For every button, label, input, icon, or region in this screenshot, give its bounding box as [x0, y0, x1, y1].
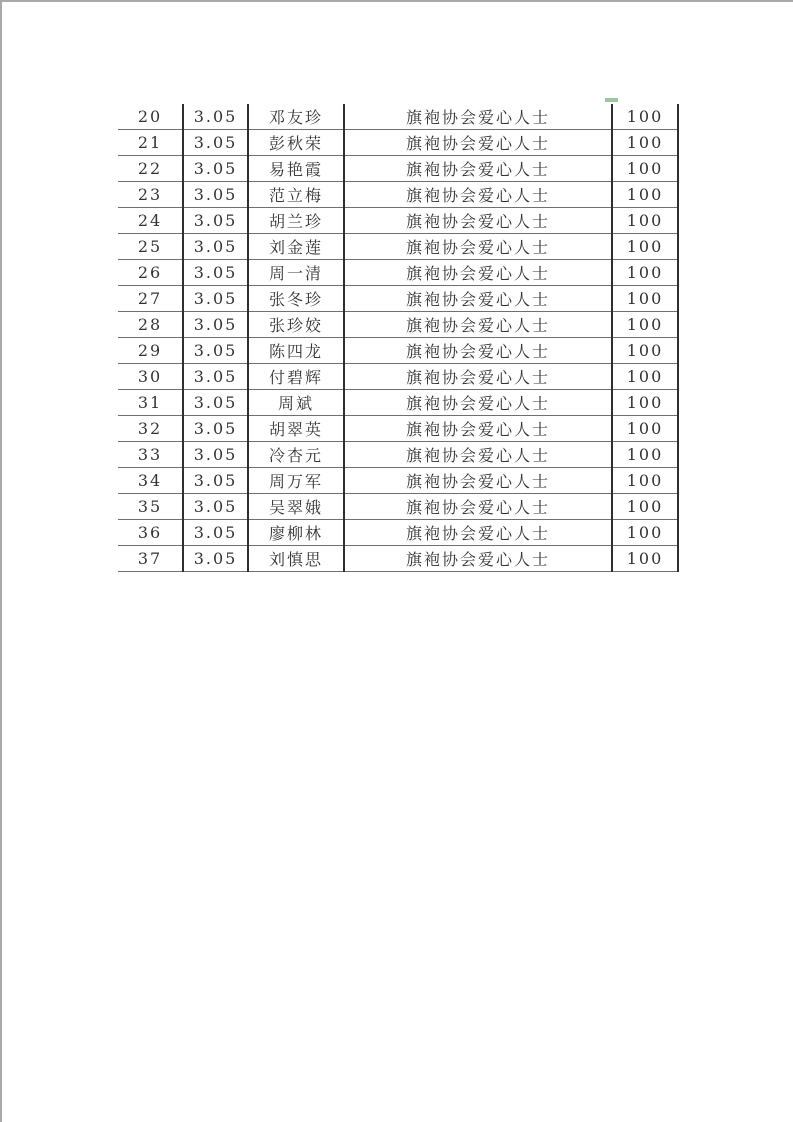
- table-row: [118, 416, 678, 442]
- cell-name: 周斌: [248, 390, 344, 416]
- cell-no: 29: [118, 338, 183, 364]
- cell-note: 旗袍协会爱心人士: [344, 234, 612, 260]
- cell-date: 3.05: [183, 286, 248, 312]
- page-top-edge: [0, 0, 793, 2]
- cell-date: 3.05: [183, 208, 248, 234]
- donation-table: [118, 104, 679, 572]
- cell-amount: 100: [612, 546, 678, 572]
- cell-date: 3.05: [183, 104, 248, 130]
- cell-note: 旗袍协会爱心人士: [344, 338, 612, 364]
- cell-no: 35: [118, 494, 183, 520]
- cell-name: 胡翠英: [248, 416, 344, 442]
- table-row: [118, 338, 678, 364]
- cell-name: 刘慎思: [248, 546, 344, 572]
- cell-note: 旗袍协会爱心人士: [344, 104, 612, 130]
- cell-name: 胡兰珍: [248, 208, 344, 234]
- cell-date: 3.05: [183, 234, 248, 260]
- cell-name: 张冬珍: [248, 286, 344, 312]
- cell-amount: 100: [612, 260, 678, 286]
- table-row: [118, 208, 678, 234]
- cell-no: 25: [118, 234, 183, 260]
- cell-name: 陈四龙: [248, 338, 344, 364]
- cell-note: 旗袍协会爱心人士: [344, 286, 612, 312]
- cell-note: 旗袍协会爱心人士: [344, 312, 612, 338]
- cell-note: 旗袍协会爱心人士: [344, 130, 612, 156]
- cell-amount: 100: [612, 286, 678, 312]
- cell-name: 范立梅: [248, 182, 344, 208]
- cell-amount: 100: [612, 234, 678, 260]
- table-row: [118, 442, 678, 468]
- cell-no: 28: [118, 312, 183, 338]
- cell-no: 30: [118, 364, 183, 390]
- table-row: [118, 520, 678, 546]
- cell-date: 3.05: [183, 416, 248, 442]
- cell-name: 易艳霞: [248, 156, 344, 182]
- cell-no: 24: [118, 208, 183, 234]
- cell-date: 3.05: [183, 182, 248, 208]
- cell-amount: 100: [612, 520, 678, 546]
- cell-date: 3.05: [183, 494, 248, 520]
- cell-note: 旗袍协会爱心人士: [344, 182, 612, 208]
- cell-name: 周万军: [248, 468, 344, 494]
- table-row: [118, 286, 678, 312]
- table-row: [118, 494, 678, 520]
- table-row: [118, 390, 678, 416]
- cell-amount: 100: [612, 416, 678, 442]
- table-row: [118, 130, 678, 156]
- cell-no: 33: [118, 442, 183, 468]
- cell-no: 36: [118, 520, 183, 546]
- cell-note: 旗袍协会爱心人士: [344, 260, 612, 286]
- cell-date: 3.05: [183, 520, 248, 546]
- cell-note: 旗袍协会爱心人士: [344, 156, 612, 182]
- cell-amount: 100: [612, 494, 678, 520]
- cell-no: 23: [118, 182, 183, 208]
- table-row: [118, 104, 678, 130]
- cell-note: 旗袍协会爱心人士: [344, 208, 612, 234]
- cell-name: 邓友珍: [248, 104, 344, 130]
- table-row: [118, 156, 678, 182]
- page-left-edge: [0, 0, 2, 1122]
- cell-name: 付碧辉: [248, 364, 344, 390]
- cell-note: 旗袍协会爱心人士: [344, 364, 612, 390]
- cell-no: 31: [118, 390, 183, 416]
- cell-date: 3.05: [183, 468, 248, 494]
- cell-no: 32: [118, 416, 183, 442]
- cell-date: 3.05: [183, 156, 248, 182]
- cell-amount: 100: [612, 312, 678, 338]
- cell-amount: 100: [612, 130, 678, 156]
- cell-amount: 100: [612, 104, 678, 130]
- cell-amount: 100: [612, 338, 678, 364]
- cell-name: 冷杏元: [248, 442, 344, 468]
- cell-amount: 100: [612, 156, 678, 182]
- revision-tick-mark: [605, 98, 618, 102]
- table-row: [118, 364, 678, 390]
- cell-date: 3.05: [183, 390, 248, 416]
- cell-name: 刘金莲: [248, 234, 344, 260]
- cell-amount: 100: [612, 468, 678, 494]
- donation-table-body: [118, 104, 678, 572]
- cell-note: 旗袍协会爱心人士: [344, 520, 612, 546]
- cell-date: 3.05: [183, 312, 248, 338]
- cell-amount: 100: [612, 442, 678, 468]
- cell-note: 旗袍协会爱心人士: [344, 416, 612, 442]
- cell-name: 廖柳林: [248, 520, 344, 546]
- table-row: [118, 260, 678, 286]
- table-row: [118, 182, 678, 208]
- cell-date: 3.05: [183, 260, 248, 286]
- cell-name: 彭秋荣: [248, 130, 344, 156]
- cell-no: 21: [118, 130, 183, 156]
- cell-amount: 100: [612, 182, 678, 208]
- cell-date: 3.05: [183, 130, 248, 156]
- cell-name: 周一清: [248, 260, 344, 286]
- cell-name: 张珍姣: [248, 312, 344, 338]
- cell-no: 20: [118, 104, 183, 130]
- cell-note: 旗袍协会爱心人士: [344, 546, 612, 572]
- table-row: [118, 468, 678, 494]
- cell-note: 旗袍协会爱心人士: [344, 494, 612, 520]
- cell-amount: 100: [612, 364, 678, 390]
- cell-note: 旗袍协会爱心人士: [344, 442, 612, 468]
- table-row: [118, 312, 678, 338]
- cell-amount: 100: [612, 208, 678, 234]
- cell-no: 27: [118, 286, 183, 312]
- cell-no: 37: [118, 546, 183, 572]
- cell-note: 旗袍协会爱心人士: [344, 390, 612, 416]
- cell-no: 26: [118, 260, 183, 286]
- cell-date: 3.05: [183, 546, 248, 572]
- table-row: [118, 546, 678, 572]
- cell-date: 3.05: [183, 338, 248, 364]
- cell-note: 旗袍协会爱心人士: [344, 468, 612, 494]
- cell-amount: 100: [612, 390, 678, 416]
- cell-no: 22: [118, 156, 183, 182]
- table-row: [118, 234, 678, 260]
- cell-date: 3.05: [183, 442, 248, 468]
- cell-no: 34: [118, 468, 183, 494]
- cell-date: 3.05: [183, 364, 248, 390]
- cell-name: 吴翠娥: [248, 494, 344, 520]
